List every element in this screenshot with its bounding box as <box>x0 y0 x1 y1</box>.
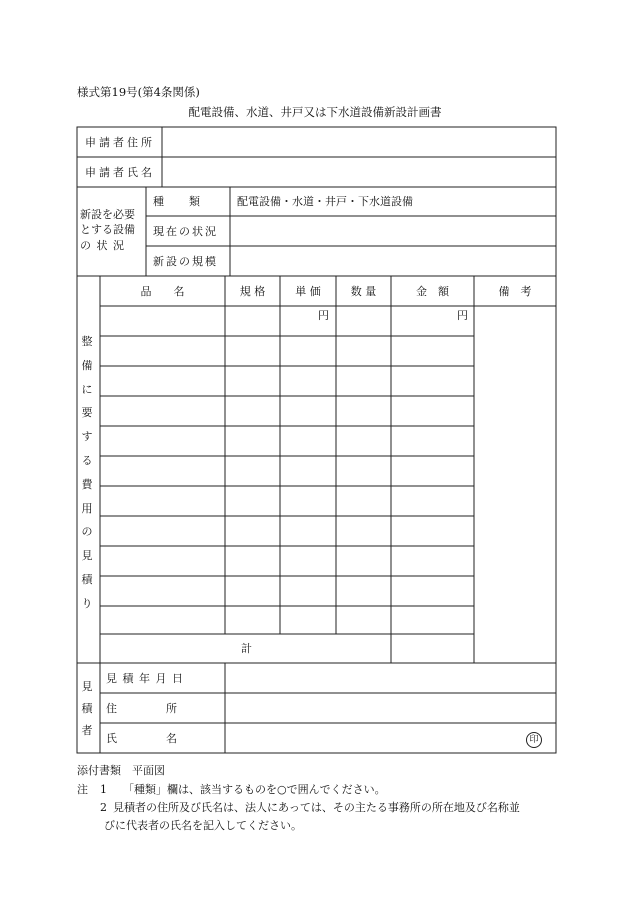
note2-number: 2 <box>100 801 107 814</box>
facility-section-label-line1: 新設を必要 <box>80 208 135 221</box>
amount-yen-unit: 円 <box>457 309 468 322</box>
scale-label: 新設の規模 <box>153 255 218 268</box>
column-header-amount: 金 額 <box>416 285 449 298</box>
seal-mark-icon: 印 <box>526 732 542 748</box>
type-value: 配電設備・水道・井戸・下水道設備 <box>237 195 413 208</box>
unit-price-yen-unit: 円 <box>318 309 329 322</box>
note2-text-line1: 見積者の住所及び氏名は、法人にあっては、その主たる事務所の所在地及び名称並 <box>113 801 520 814</box>
note1-number: 1 <box>100 783 107 796</box>
column-header-quantity: 数 量 <box>350 285 377 298</box>
current-status-label: 現在の状況 <box>153 225 218 238</box>
applicant-address-label: 申請者住所 <box>85 136 155 149</box>
form-number: 様式第19号(第4条関係) <box>77 85 200 99</box>
page-title: 配電設備、水道、井戸又は下水道設備新設計画書 <box>188 105 442 119</box>
total-label: 計 <box>241 642 252 655</box>
column-header-remarks: 備 考 <box>498 285 532 298</box>
estimator-address-label: 住 所 <box>106 702 178 715</box>
note1-text: 「種類」欄は、該当するものを○で囲んでください。 <box>123 783 386 796</box>
column-header-spec: 規 格 <box>239 285 266 298</box>
attachments-line: 添付書類 平面図 <box>77 764 165 777</box>
type-label: 種 類 <box>153 195 201 208</box>
note-heading: 注 <box>77 783 88 796</box>
estimator-section-label: 見 積 者 <box>81 680 93 737</box>
applicant-name-label: 申請者氏名 <box>85 166 155 179</box>
column-header-item-name: 品 名 <box>140 285 185 298</box>
column-header-unit-price: 単 価 <box>295 285 321 298</box>
facility-section-label-line3: の 状 況 <box>80 239 125 252</box>
note2-text-line2: びに代表者の氏名を記入してください。 <box>104 819 302 832</box>
estimator-name-label: 氏 名 <box>106 732 178 745</box>
estimate-section-label: 整 備 に 要 す る 費 用 の 見 積 り <box>81 335 93 610</box>
estimate-date-label: 見 積 年 月 日 <box>106 672 184 685</box>
facility-section-label-line2: とする設備 <box>80 223 135 236</box>
